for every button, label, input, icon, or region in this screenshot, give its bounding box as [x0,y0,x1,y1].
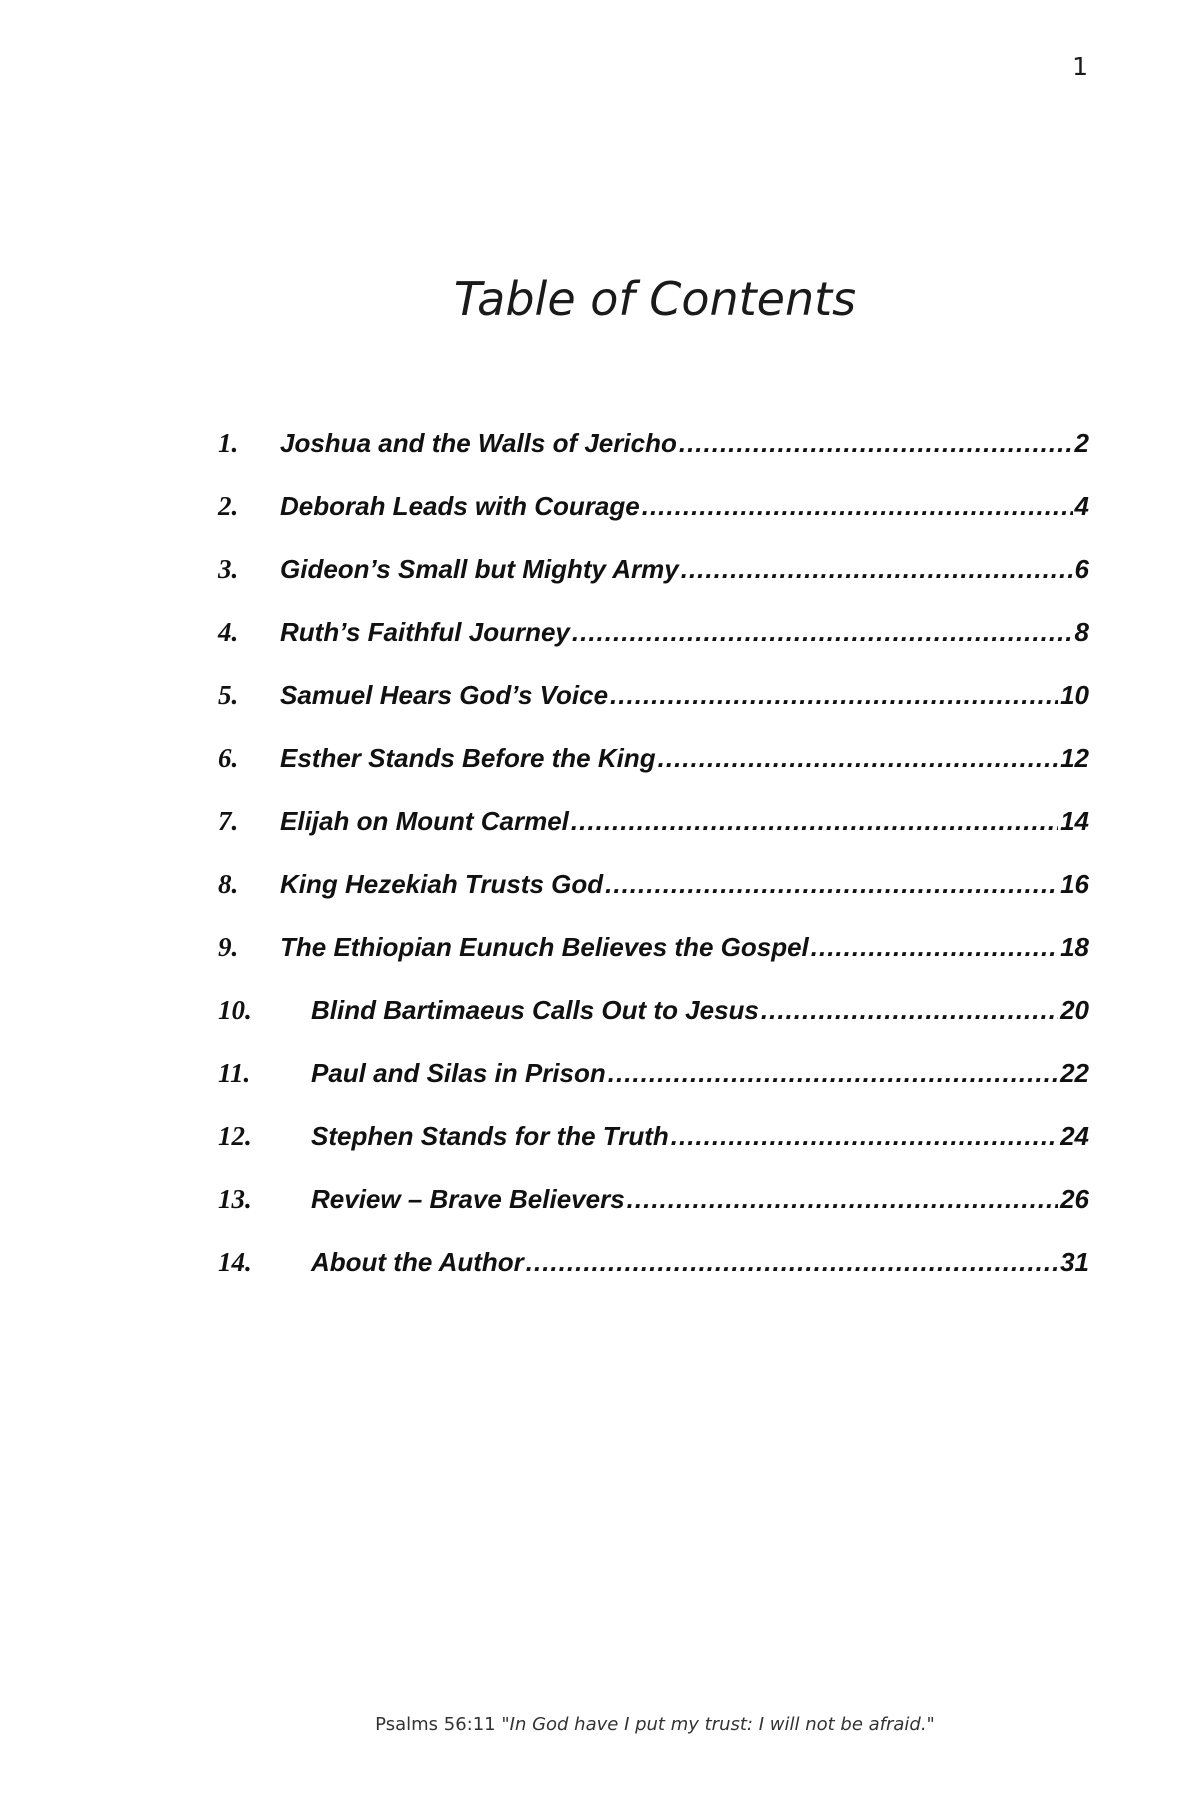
toc-entry-title: Stephen Stands for the Truth [311,1121,669,1151]
toc-entry-page: 4 [1074,491,1089,521]
toc-entry-title: The Ethiopian Eunuch Believes the Gospel [280,932,809,962]
toc-entry-number: 3. [218,554,239,584]
dot-leader [681,554,1073,585]
toc-entry-title: Deborah Leads with Courage [280,491,640,521]
toc-entry-number: 11. [218,1058,251,1088]
dot-leader [572,617,1073,648]
dot-leader [658,743,1058,774]
toc-entry-page: 18 [1060,932,1089,962]
toc-entry[interactable] [218,1247,1089,1310]
toc-entry-page: 2 [1074,428,1089,458]
toc-entry-number: 8. [218,869,239,899]
toc-entry-page: 26 [1060,1184,1089,1214]
toc-entry-number: 7. [218,806,239,836]
toc-entry-number: 6. [218,743,239,773]
toc-entry-title: Review – Brave Believers [311,1184,625,1214]
dot-leader [642,491,1073,522]
toc-entry[interactable] [218,617,1089,680]
toc-entry-number: 1. [218,428,239,458]
page-title: Table of Contents [453,272,857,326]
dot-leader [610,680,1058,711]
toc-entry-page: 8 [1074,617,1089,647]
dot-leader [761,995,1058,1026]
toc-entry-title: About the Author [311,1247,524,1277]
toc-entry-title: Paul and Silas in Prison [311,1058,606,1088]
toc-entry[interactable] [218,554,1089,617]
toc-entry-title: Elijah on Mount Carmel [280,806,569,836]
toc-entry-page: 20 [1060,995,1089,1025]
toc-entry[interactable] [218,1121,1089,1184]
toc-entry-page: 14 [1060,806,1089,836]
toc-entry-title: Samuel Hears God’s Voice [280,680,609,710]
toc-entry[interactable] [218,869,1089,932]
toc-entry-number: 10. [218,995,252,1025]
toc-entry-page: 24 [1060,1121,1089,1151]
toc-entry-number: 2. [218,491,239,521]
toc-entry-title: Esther Stands Before the King [280,743,656,773]
toc-entry[interactable] [218,806,1089,869]
toc-entry-page: 10 [1060,680,1089,710]
toc-entry-page: 16 [1060,869,1089,899]
toc-entry[interactable] [218,428,1089,491]
dot-leader [605,869,1058,900]
toc-entry-page: 12 [1060,743,1089,773]
toc-entry[interactable] [218,1058,1089,1121]
toc-entry-title: Joshua and the Walls of Jericho [280,428,677,458]
toc-entry-title: Ruth’s Faithful Journey [280,617,570,647]
toc-entry[interactable] [218,491,1089,554]
verse-reference: Psalms 56:11 [375,1714,496,1735]
dot-leader [571,806,1058,837]
toc-entry[interactable] [218,932,1089,995]
dot-leader [627,1184,1058,1215]
footer-verse [0,1714,1200,1735]
toc-entry-number: 5. [218,680,239,710]
verse-quote: "In God have I put my trust: I will not be afraid." [501,1714,935,1735]
toc-entry-number: 9. [218,932,239,962]
toc-entry-number: 4. [218,617,239,647]
dot-leader [671,1121,1058,1152]
toc-entry-page: 22 [1060,1058,1089,1088]
dot-leader [811,932,1058,963]
dot-leader [679,428,1073,459]
toc-entry[interactable] [218,995,1089,1058]
toc-entry-page: 31 [1060,1247,1089,1277]
toc-entry[interactable] [218,1184,1089,1247]
dot-leader [608,1058,1058,1089]
toc-entry-number: 13. [218,1184,252,1214]
dot-leader [526,1247,1058,1278]
toc-entry-title: Blind Bartimaeus Calls Out to Jesus [311,995,759,1025]
page-number: 1 [1072,52,1088,81]
toc-entry-title: Gideon’s Small but Mighty Army [280,554,679,584]
toc-entry-page: 6 [1074,554,1089,584]
toc-entry-number: 12. [218,1121,252,1151]
toc-entry[interactable] [218,743,1089,806]
toc-entry-title: King Hezekiah Trusts God [280,869,604,899]
toc-entry-number: 14. [218,1247,252,1277]
table-of-contents [218,428,1089,1310]
toc-entry[interactable] [218,680,1089,743]
